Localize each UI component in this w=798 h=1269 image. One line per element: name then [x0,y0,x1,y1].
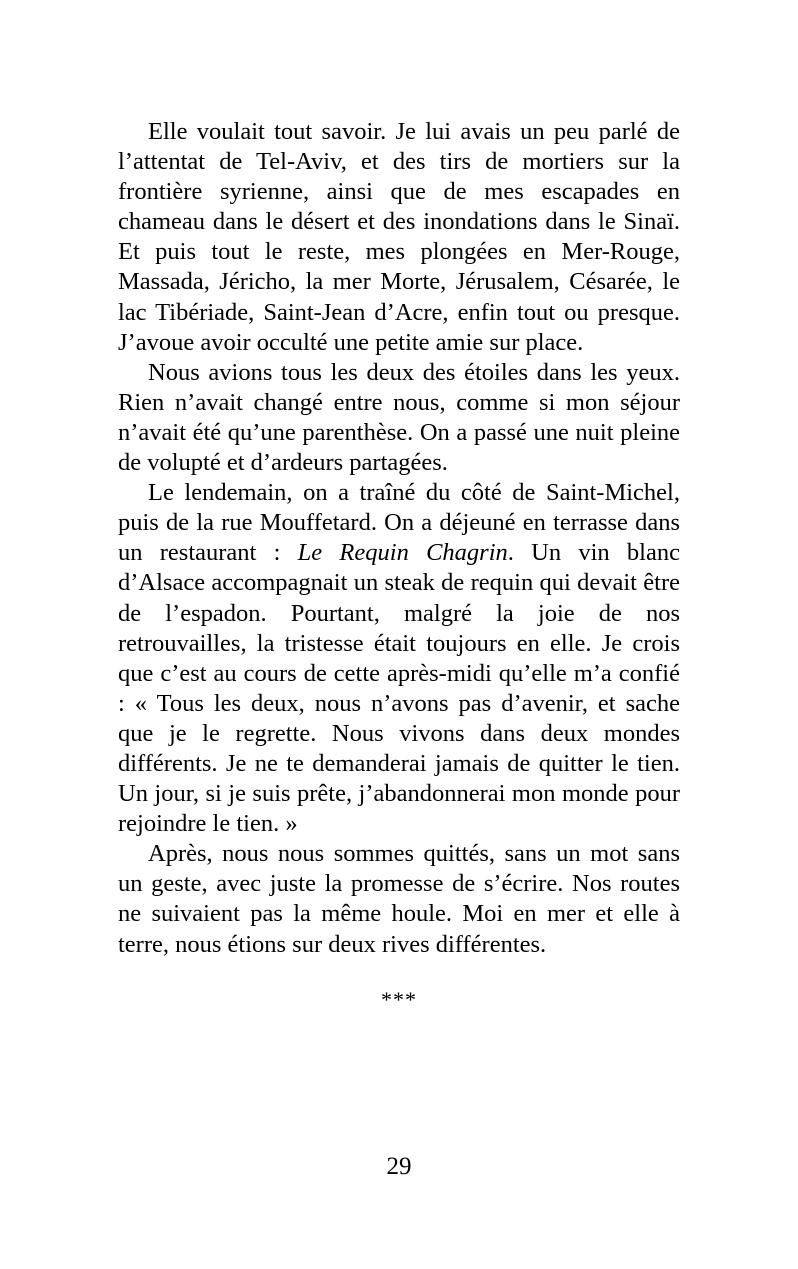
paragraph [118,117,680,358]
page-body [118,117,680,960]
paragraph-text: Après, nous nous sommes quittés, sans un mot sans un geste, avec juste la promesse de s’écrire. Nos routes ne suivaient pas la même houle. Moi en mer et elle à terre, nous étions sur deux rives différentes. [118,840,680,958]
section-break: *** [381,987,417,1012]
paragraph-text: Elle voulait tout savoir. Je lui avais un peu parlé de l’attentat de Tel-Aviv, et des tirs de mortiers sur la frontière syrienne, ainsi que de mes escapades en chameau dans le désert et des inondations dans le Sinaï. Et puis tout le reste, mes plongées en Mer-Rouge, Massada, Jéricho, la mer Morte, Jérusalem, Césarée, le lac Tibériade, Saint-Jean d’Acre, enfin tout ou presque. J’avoue avoir occulté une petite amie sur place. [118,118,680,356]
paragraph-text: . Un vin blanc d’Alsace accompagnait un steak de requin qui devait être de l’espadon. Pourtant, malgré la joie de nos retrouvailles, la tristesse était toujours en elle. Je crois que c’est au cours de cette après-midi qu’elle m’a confié : « Tous les deux, nous n’avons pas d’avenir, et sache que je le regrette. Nous vivons dans deux mondes différents. Je ne te demanderai jamais de quitter le tien. Un jour, si je suis prête, j’abandonnerai mon monde pour rejoindre le tien. » [118,539,680,838]
restaurant-name: Le Requin Chagrin [297,539,508,567]
paragraph-text: Nous avions tous les deux des étoiles dans les yeux. Rien n’avait changé entre nous, comme si mon séjour n’avait été qu’une parenthèse. On a passé une nuit pleine de volupté et d’ardeurs partagées. [118,358,680,477]
paragraph-text: Le lendemain, on a traîné du côté de Saint-Michel, puis de la rue Mouffetard. On a déjeuné en terrasse dans un restaurant : [118,479,680,567]
page-number: 29 [386,1153,412,1180]
paragraph [118,358,680,478]
paragraph [118,478,680,839]
paragraph [118,839,680,959]
